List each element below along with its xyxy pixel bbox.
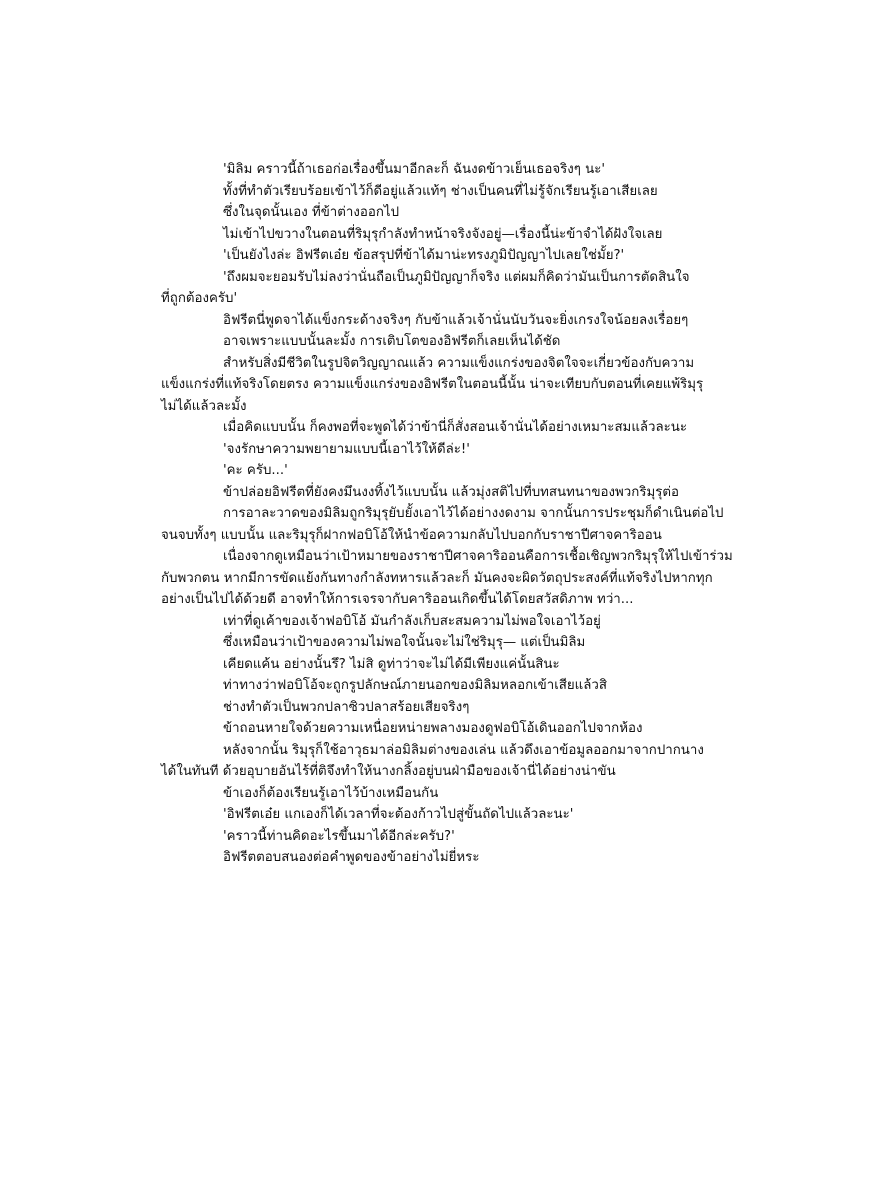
text-line: เท่าที่ดูเค้าของเจ้าฟอบิโอ้ มันกำลังเก็บสะสมความไม่พอใจเอาไว้อยู่ — [223, 613, 601, 629]
body-text — [161, 159, 733, 869]
text-line: ท่าทางว่าฟอบิโอ้จะถูกรูปลักษณ์ภายนอกของมิลิมหลอกเข้าเสียแล้วสิ — [223, 678, 607, 693]
text-line: 'คะ ครับ...' — [223, 463, 288, 478]
text-line: 'อิฟรีตเอ๋ย แกเองก็ได้เวลาที่จะต้องก้าวไปสู่ขั้นถัดไปแล้วละนะ' — [223, 807, 574, 822]
text-line: อาจเพราะแบบนั้นละมั้ง การเติบโตของอิฟรีตก็เลยเห็นได้ชัด — [223, 334, 561, 349]
text-line: 'ถึงผมจะยอมรับไม่ลงว่านั่นถือเป็นภูมิปัญญาก็จริง แต่ผมก็คิดว่ามันเป็นการตัดสินใจ — [223, 269, 690, 285]
text-line: ข้าปล่อยอิฟรีตที่ยังคงมึนงงทิ้งไว้แบบนั้น แล้วมุ่งสติไปที่บทสนทนาของพวกริมุรุต่อ — [223, 484, 679, 500]
text-line: เนื่องจากดูเหมือนว่าเป้าหมายของราชาปีศาจคาริออนคือการเชื้อเชิญพวกริมุรุให้ไปเข้าร่วม — [223, 549, 733, 564]
text-line: ซึ่งในจุดนั้นเอง ที่ข้าต่างออกไป — [223, 205, 400, 220]
text-line: ข้าเองก็ต้องเรียนรู้เอาไว้บ้างเหมือนกัน — [223, 785, 439, 801]
text-line: กับพวกตน หากมีการขัดแย้งกันทางกำลังทหารแล้วละก็ มันคงจะผิดวัตถุประสงค์ที่แท้จริงไปหากทุก — [161, 570, 713, 586]
text-line: หลังจากนั้น ริมุรุก็ใช้อาวุธมาล่อมิลิมต่างของเล่น แล้วดึงเอาข้อมูลออกมาจากปากนาง — [223, 742, 704, 758]
text-line: ช่างทำตัวเป็นพวกปลาซิวปลาสร้อยเสียจริงๆ — [223, 699, 470, 715]
text-line: แข็งแกร่งที่แท้จริงโดยตรง ความแข็งแกร่งของอิฟรีตในตอนนี้นั้น น่าจะเทียบกับตอนที่เคยแพ้ริมุรุ — [161, 377, 704, 392]
text-line: อิฟรีตนี่พูดจาได้แข็งกระด้างจริงๆ กับข้าแล้วเจ้านั่นนับวันจะยิ่งเกรงใจน้อยลงเรื่อยๆ — [223, 312, 689, 328]
text-line: จนจบทั้งๆ แบบนั้น และริมุรุก็ฝากฟอบิโอ้ให้นำข้อความกลับไปบอกกับราชาปีศาจคาริออน — [161, 527, 662, 543]
text-line: ทั้งที่ทำตัวเรียบร้อยเข้าไว้ก็ดีอยู่แล้วแท้ๆ ช่างเป็นคนที่ไม่รู้จักเรียนรู้เอาเสียเลย — [223, 183, 658, 199]
text-line: สำหรับสิ่งมีชีวิตในรูปจิตวิญญาณแล้ว ความแข็งแกร่งของจิตใจจะเกี่ยวข้องกับความ — [223, 355, 695, 371]
text-line: 'เป็นยังไงล่ะ อิฟรีตเอ๋ย ข้อสรุปที่ข้าได้มาน่ะทรงภูมิปัญญาไปเลยใช่มั้ย?' — [223, 248, 625, 263]
text-line: เคียดแค้น อย่างนั้นรึ? ไม่สิ ดูท่าว่าจะไม่ได้มีเพียงแค่นั้นสินะ — [223, 656, 560, 672]
text-line: เมื่อคิดแบบนั้น ก็คงพอที่จะพูดได้ว่าข้านี่ก็สั่งสอนเจ้านั่นได้อย่างเหมาะสมแล้วละนะ — [223, 420, 688, 435]
text-line: อิฟรีตตอบสนองต่อคำพูดของข้าอย่างไม่ยี่หระ — [223, 850, 480, 865]
text-line: 'จงรักษาความพยายามแบบนี้เอาไว้ให้ดีล่ะ!' — [223, 441, 470, 457]
text-line: ได้ในทันที ด้วยอุบายอันไร้ที่ติจึงทำให้นางกลิ้งอยู่บนฝ่ามือของเจ้านี่ได้อย่างน่าขัน — [161, 764, 616, 779]
text-line: 'มิลิม คราวนี้ถ้าเธอก่อเรื่องขึ้นมาอีกละก็ ฉันงดข้าวเย็นเธอจริงๆ นะ' — [223, 162, 606, 177]
text-line: ไม่ได้แล้วละมั้ง — [161, 398, 247, 414]
text-line: 'คราวนี้ท่านคิดอะไรขึ้นมาได้อีกล่ะครับ?' — [223, 828, 455, 844]
text-line: ไม่เข้าไปขวางในตอนที่ริมุรุกำลังทำหน้าจริงจังอยู่—เรื่องนี้น่ะข้าจำได้ฝังใจเลย — [223, 226, 663, 242]
text-line: ที่ถูกต้องครับ' — [161, 291, 238, 306]
text-line: ข้าถอนหายใจด้วยความเหนื่อยหน่ายพลางมองดูฟอบิโอ้เดินออกไปจากห้อง — [223, 721, 643, 736]
text-line: อย่างเป็นไปได้ด้วยดี อาจทำให้การเจรจากับคาริออนเกิดขึ้นได้โดยสวัสดิภาพ ทว่า... — [161, 592, 634, 607]
text-line: การอาละวาดของมิลิมถูกริมุรุยับยั้งเอาไว้ได้อย่างงดงาม จากนั้นการประชุมก็ดำเนินต่อไป — [223, 506, 724, 521]
text-line: ซึ่งเหมือนว่าเป้าของความไม่พอใจนั้นจะไม่ใช่ริมุรุ— แต่เป็นมิลิม — [223, 635, 586, 650]
